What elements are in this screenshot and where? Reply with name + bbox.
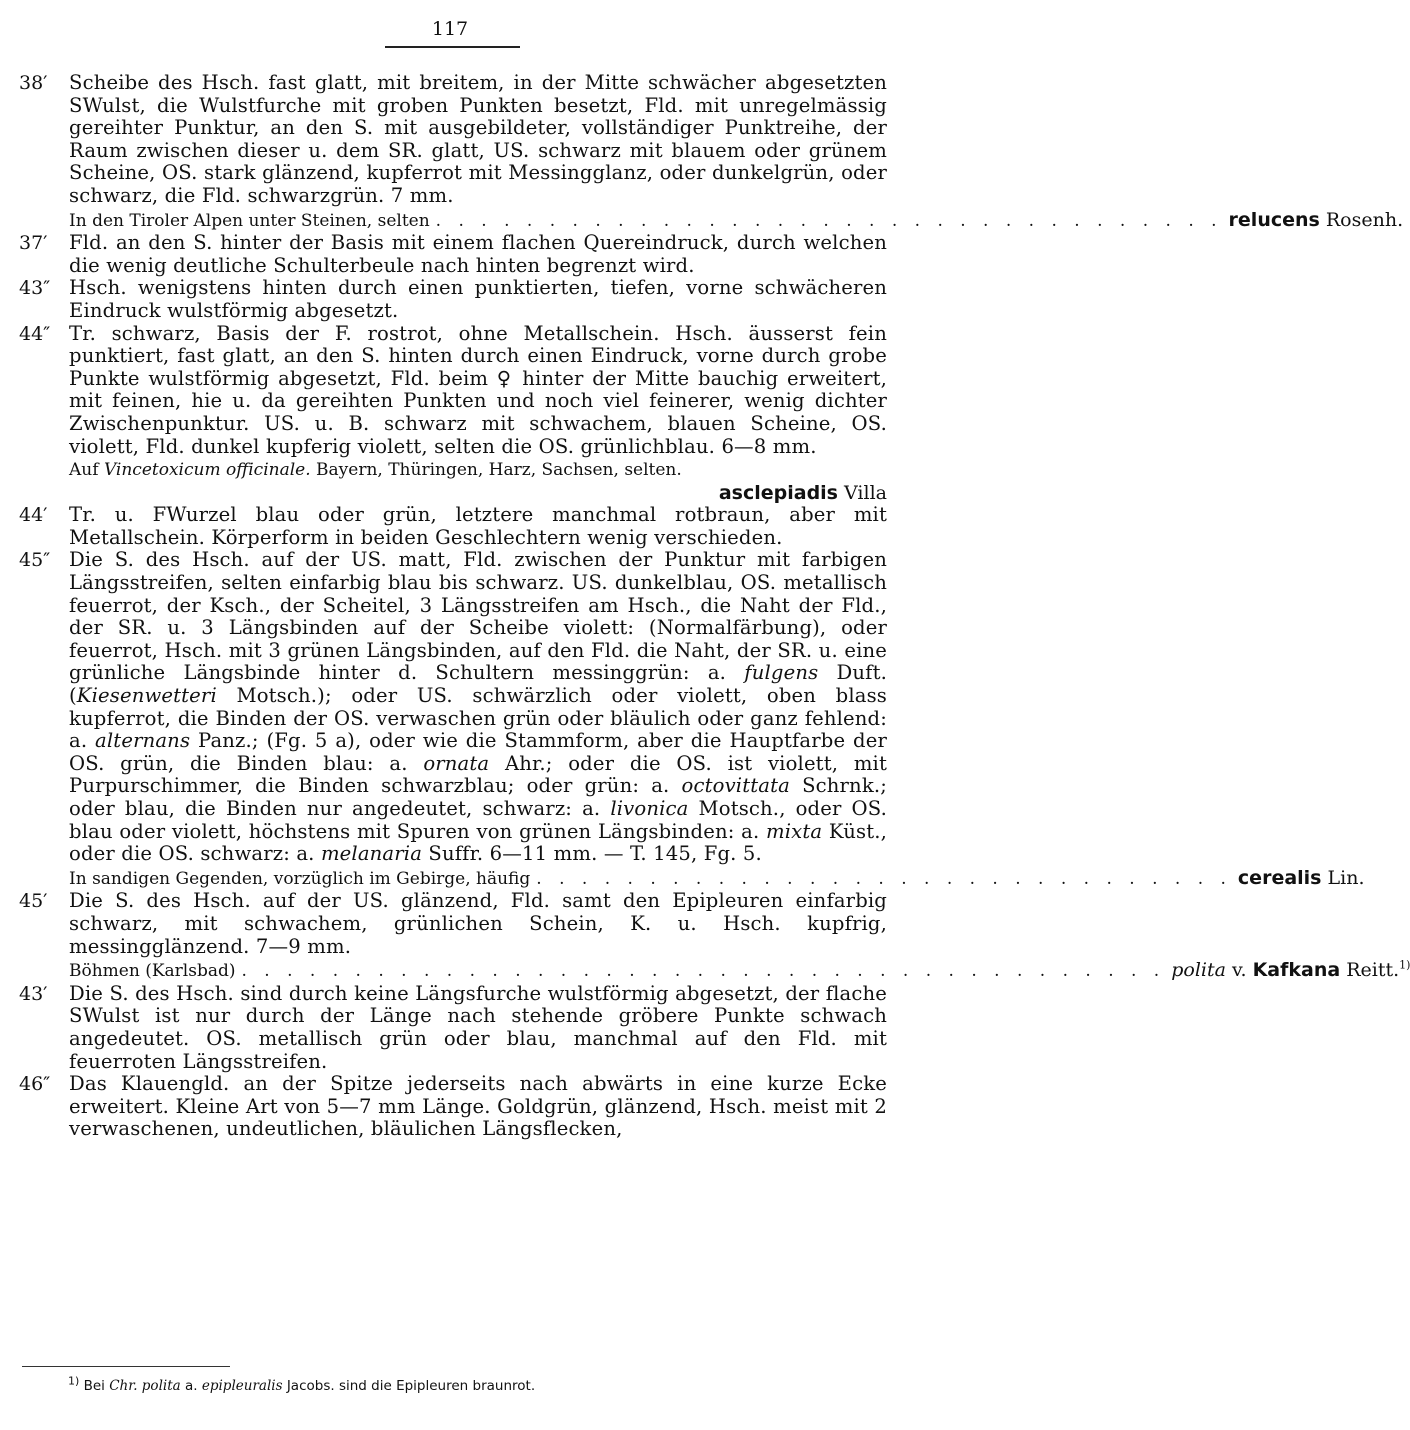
locality-text: Auf Vincetoxicum officinale. Bayern, Thüringen, Harz, Sachsen, selten.	[69, 460, 682, 481]
key-entry	[19, 277, 887, 322]
key-entry	[19, 72, 887, 208]
key-entry	[19, 504, 887, 549]
species-name: cerealis Lin.	[1237, 866, 1365, 889]
key-entry	[19, 983, 887, 1073]
locality-text: In sandigen Gegenden, vorzüglich im Gebirge, häufig	[69, 868, 531, 889]
couplet-number: 37′	[19, 232, 48, 255]
key-entry	[19, 549, 887, 865]
footnote-reference: 1)	[1399, 958, 1410, 972]
entry-text: Die S. des Hsch. sind durch keine Längsfurche wulstförmig abgesetzt, der flache SWulst ist nur durch der Länge nach stehende gröbere Punkte schwach angedeutet. OS. metallisch grün oder blau, manchmal auf den Fld. mit feuerroten Längsstreifen.	[69, 981, 887, 1073]
locality-line	[19, 958, 1410, 983]
dot-leader: . . . . . . . . . . . . . . . . . . . . . . . . . . . . . . . . . . .	[435, 210, 1223, 231]
key-text	[19, 71, 1410, 1141]
entry-text: Tr. schwarz, Basis der F. rostrot, ohne Metallschein. Hsch. äusserst fein punktiert, fast glatt, an den S. hinten durch einen Eindruck, vorne durch grobe Punkte wulstförmig abgesetzt, Fld. beim ♀ hinter der Mitte bauchig erweitert, mit feinen, hie u. da gereihten Punkten und noch viel feinerer, wenig dichter Zwischenpunktur. US. u. B. schwarz mit schwachem, blauen Scheine, OS. violett, Fld. dunkel kupferig violett, selten die OS. grünlichblau. 6—8 mm.	[69, 321, 887, 458]
couplet-number: 44″	[19, 322, 51, 345]
entry-text: Die S. des Hsch. auf der US. glänzend, Fld. samt den Epipleuren einfarbig schwarz, mit schwachem, grünlichen Schein, K. u. Hsch. kupfrig, messingglänzend. 7—9 mm.	[69, 889, 887, 958]
locality-text: Böhmen (Karlsbad)	[69, 961, 236, 982]
dot-leader: . . . . . . . . . . . . . . . . . . . . . . . . . . . . . . .	[536, 868, 1232, 889]
header-rule	[385, 46, 520, 48]
couplet-number: 45′	[19, 890, 48, 913]
key-entry	[19, 1073, 887, 1141]
couplet-number: 43″	[19, 277, 51, 300]
footnote-rule	[22, 1366, 230, 1367]
entry-text: Fld. an den S. hinter der Basis mit einem flachen Quereindruck, durch welchen die wenig deutliche Schulterbeule nach hinten begrenzt wird.	[69, 231, 887, 277]
key-entry	[19, 890, 887, 958]
entry-text: Hsch. wenigstens hinten durch einen punktierten, tiefen, vorne schwächeren Eindruck wulstförmig abgesetzt.	[69, 276, 887, 322]
locality-text: In den Tiroler Alpen unter Steinen, selten	[69, 210, 430, 231]
entry-text: Das Klauengld. an der Spitze jederseits nach abwärts in eine kurze Ecke erweitert. Kleine Art von 5—7 mm Länge. Goldgrün, glänzend, Hsch. meist mit 2 verwaschenen, undeutlichen, bläulichen Längsflecken,	[69, 1072, 887, 1141]
entry-text: Scheibe des Hsch. fast glatt, mit breitem, in der Mitte schwächer abgesetzten SWulst, die Wulstfurche mit groben Punkten besetzt, Fld. mit unregelmässig gereihter Punktur, an den S. mit ausgebildeter, vollständiger Punktreihe, der Raum zwischen dieser u. dem SR. glatt, US. schwarz mit blauem oder grünem Scheine, OS. stark glänzend, kupferrot mit Messingglanz, oder dunkelgrün, oder schwarz, die Fld. schwarzgrün. 7 mm.	[69, 71, 887, 207]
dot-leader: . . . . . . . . . . . . . . . . . . . . . . . . . . . . . . . . . . . . . . . . .	[241, 961, 1166, 982]
species-name: asclepiadis Villa	[718, 481, 887, 504]
couplet-number: 44′	[19, 504, 48, 527]
key-entry	[19, 323, 887, 459]
couplet-number: 46″	[19, 1073, 51, 1096]
couplet-number: 43′	[19, 982, 48, 1005]
entry-text: Tr. u. FWurzel blau oder grün, letztere manchmal rotbraun, aber mit Metallschein. Körperform in beiden Geschlechtern wenig verschieden.	[69, 503, 887, 549]
couplet-number: 45″	[19, 549, 51, 572]
entry-text: Die S. des Hsch. auf der US. matt, Fld. zwischen der Punktur mit farbigen Längsstreifen, selten einfarbig blau bis schwarz. US. dunkelblau, OS. metallisch feuerrot, der Ksch., der Scheitel, 3 Längsstreifen am Hsch., die Naht der Fld., der SR. u. 3 Längsbinden auf der Scheibe violett: (Normalfärbung), oder feuerrot, Hsch. mit 3 grünen Längsbinden, auf den Fld. die Naht, der SR. u. eine grünliche Längsbinde hinter d. Schultern messinggrün: a. fulgens Duft. (Kiesenwetteri Motsch.); oder US. schwärzlich oder violett, oben blass kupferrot, die Binden der OS. verwaschen grün oder bläulich oder ganz fehlend: a. alternans Panz.; (Fg. 5 a), oder wie die Stammform, aber die Hauptfarbe der OS. grün, die Binden blau: a. ornata Ahr.; oder die OS. ist violett, mit Purpurschimmer, die Binden schwarzblau; oder grün: a. octovittata Schrnk.; oder blau, die Binden nur angedeutet, schwarz: a. livonica Motsch., oder OS. blau oder violett, höchstens mit Spuren von grünen Längsbinden: a. mixta Küst., oder die OS. schwarz: a. melanaria Suffr. 6—11 mm. — T. 145, Fg. 5.	[69, 548, 887, 866]
locality-line	[19, 866, 1365, 891]
footnote: $^{1)}$ Bei Chr. polita a. epipleuralis Jacobs. sind die Epipleuren braunrot.	[68, 1374, 536, 1394]
couplet-number: 38′	[19, 72, 48, 94]
species-name: relucens Rosenh.	[1228, 208, 1404, 231]
key-entry	[19, 232, 887, 277]
locality-line	[19, 208, 1404, 233]
locality-line	[19, 459, 887, 482]
species-name: polita v. Kafkana Reitt.$^{1)}$	[1171, 958, 1410, 982]
page-number: 117	[431, 18, 469, 40]
